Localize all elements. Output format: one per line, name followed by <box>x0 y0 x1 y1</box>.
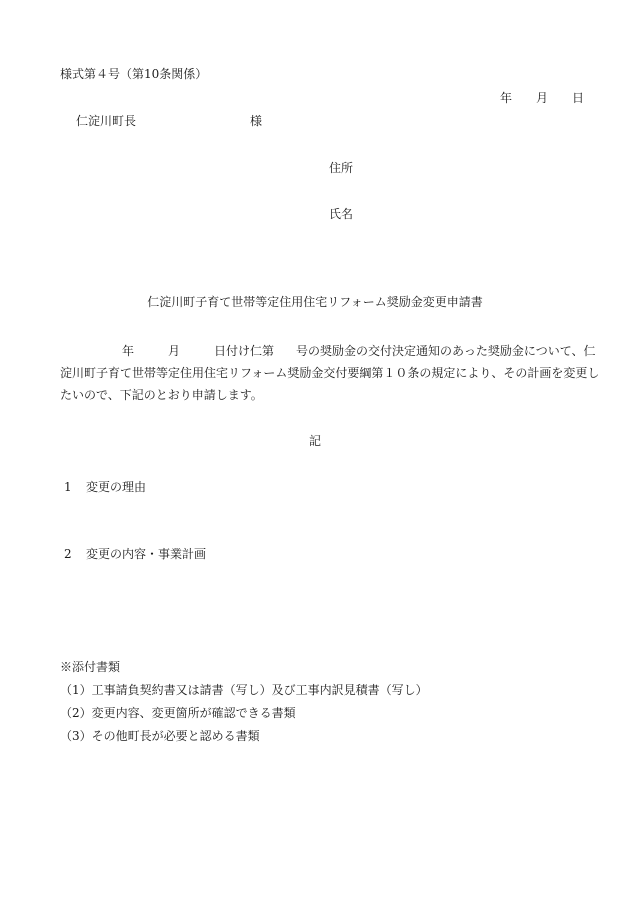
attachment-item: （3）その他町長が必要と認める書類 <box>60 729 260 743</box>
date-month-label: 月 <box>536 91 549 105</box>
body-paragraph <box>60 340 600 406</box>
body-dated-prefix: 日付け仁第 <box>214 344 275 358</box>
addressee <box>76 114 263 128</box>
body-year-label: 年 <box>122 344 135 358</box>
address-label: 住所 <box>329 161 354 175</box>
item-change-reason <box>64 481 146 493</box>
body-month-label: 月 <box>168 344 181 358</box>
date-year-label: 年 <box>500 91 513 105</box>
body-line-1 <box>60 340 596 362</box>
addressee-name: 仁淀川町長 <box>76 114 137 128</box>
date-day-label: 日 <box>572 91 585 105</box>
document-title: 仁淀川町子育て世帯等定住用住宅リフォーム奨励金変更申請書 <box>147 295 483 309</box>
application-date <box>500 92 584 104</box>
body-line-2: 淀川町子育て世帯等定住用住宅リフォーム奨励金交付要綱第１０条の規定により、その計画を変更し <box>60 366 600 380</box>
form-number: 様式第４号（第10条関係） <box>60 67 208 81</box>
attachments-heading: ※添付書類 <box>60 660 121 674</box>
name-label: 氏名 <box>329 207 354 221</box>
attachment-item: （1）工事請負契約書又は請書（写し）及び工事内訳見積書（写し） <box>60 683 428 697</box>
item-number: 2 <box>64 547 72 561</box>
item-number: 1 <box>64 480 72 494</box>
body-line1-rest: 号の奨励金の交付決定通知のあった奨励金について、仁 <box>296 344 596 358</box>
item-change-content <box>64 548 206 560</box>
ki-heading: 記 <box>308 434 321 448</box>
item-label: 変更の内容・事業計画 <box>86 547 207 561</box>
body-line-3: たいので、下記のとおり申請します。 <box>60 388 263 402</box>
addressee-honorific: 様 <box>250 114 263 128</box>
attachment-item: （2）変更内容、変更箇所が確認できる書類 <box>60 706 296 720</box>
item-label: 変更の理由 <box>86 480 147 494</box>
